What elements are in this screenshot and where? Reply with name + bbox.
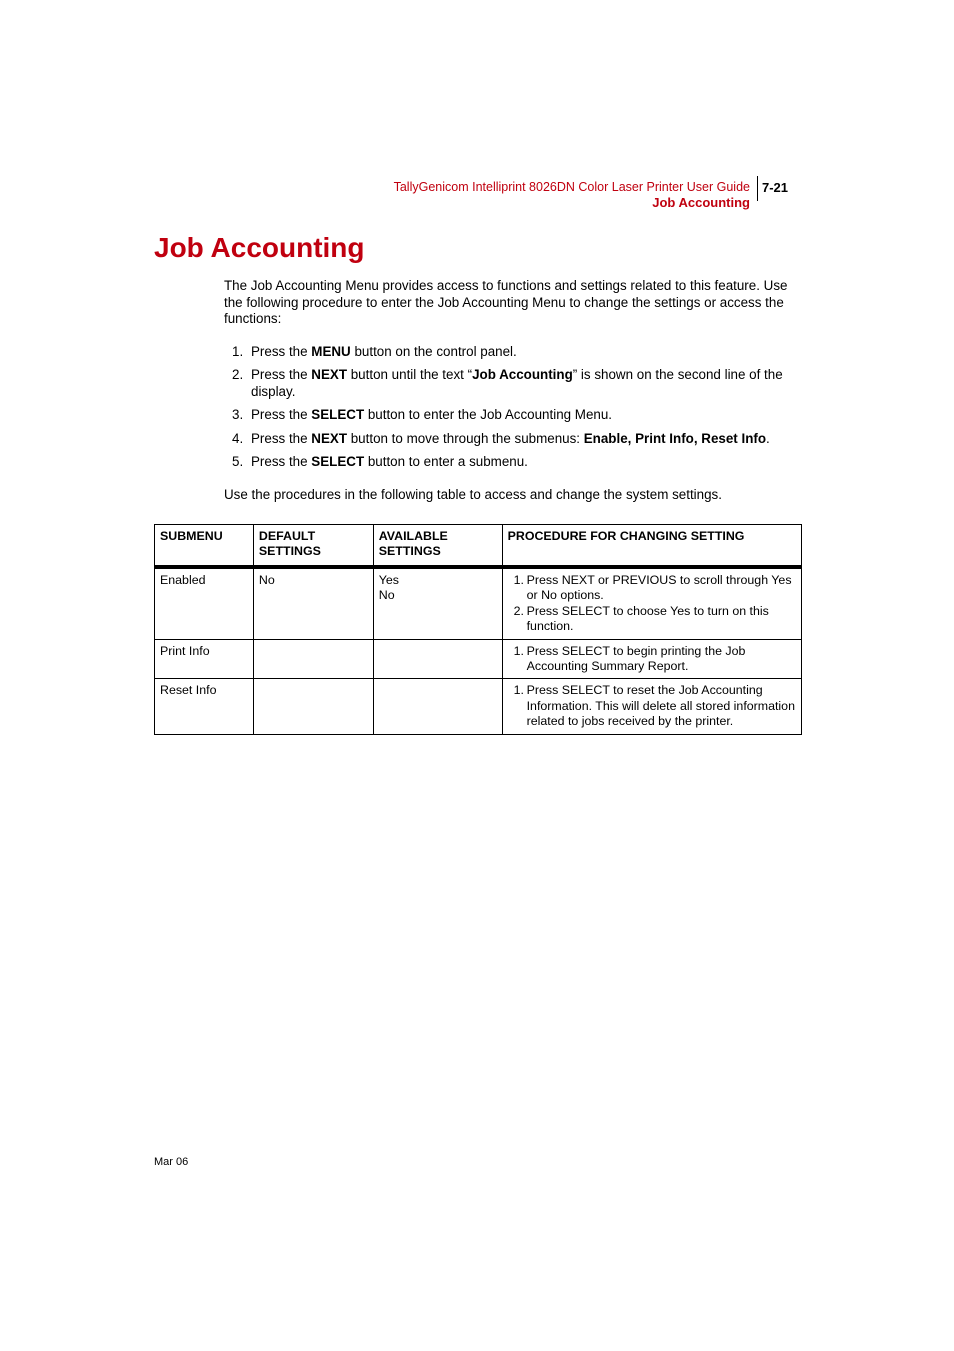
procedure-steps: [224, 344, 802, 478]
page-number: 7-21: [762, 180, 789, 195]
header-available-settings: AVAILABLE SETTINGS: [373, 525, 502, 568]
job-accounting-settings-table: [154, 524, 802, 735]
cell-available-settings: [373, 679, 502, 734]
procedure-list: [508, 683, 796, 729]
header-default-settings: DEFAULT SETTINGS: [253, 525, 373, 568]
intro-paragraph: The Job Accounting Menu provides access to functions and settings related to this feature. Use the following procedure to enter the Job Accounting Menu to change the settings or access the functions:: [224, 278, 788, 327]
table-header-row: [155, 525, 802, 568]
procedure-item: [508, 683, 796, 729]
available-option: No: [378, 588, 395, 603]
procedure-item: [508, 644, 796, 675]
step-text: Press the: [251, 367, 312, 383]
step-text: Press the: [251, 407, 312, 423]
step-text: Press the: [251, 344, 312, 359]
footer-date: Mar 06: [154, 1156, 189, 1168]
procedure-item: [508, 604, 796, 635]
procedure-item-number: 2.: [513, 603, 524, 618]
cell-submenu: Reset Info: [155, 679, 254, 734]
step-text: .: [766, 430, 770, 446]
header-divider: [757, 176, 758, 201]
step-text: ” is shown on the second line of the display.: [251, 367, 783, 399]
table-row: [155, 639, 802, 679]
procedure-item-text: Press NEXT or PREVIOUS to scroll through Yes or No options.: [526, 573, 792, 603]
procedure-step: [224, 454, 802, 471]
cell-procedure: [502, 567, 801, 639]
header-submenu: SUBMENU: [155, 525, 254, 568]
guide-title: TallyGenicom Intelliprint 8026DN Color Laser Printer User Guide: [393, 180, 750, 194]
step-text: button to enter the Job Accounting Menu.: [364, 407, 613, 423]
header-procedure: PROCEDURE FOR CHANGING SETTING: [502, 525, 801, 568]
step-keyword: Enable, Print Info, Reset Info: [583, 430, 767, 446]
step-text: Press the: [251, 454, 312, 470]
cell-default-setting: [253, 679, 373, 734]
step-text: button until the text “: [347, 367, 473, 383]
cell-procedure: [502, 679, 801, 734]
cell-procedure: [502, 639, 801, 679]
procedure-item-text: Press SELECT to choose Yes to turn on this function.: [526, 603, 769, 634]
available-option: Yes: [378, 573, 399, 587]
step-number: 5.: [232, 454, 244, 470]
procedure-list: [508, 644, 796, 675]
procedure-step: [224, 367, 802, 400]
step-keyword: MENU: [311, 344, 351, 359]
procedure-step: [224, 431, 802, 448]
cell-submenu: Print Info: [155, 639, 254, 679]
procedure-item-text: Press SELECT to begin printing the Job Accounting Summary Report.: [526, 643, 746, 674]
step-text: button to enter a submenu.: [364, 454, 528, 470]
step-text: button to move through the submenus:: [347, 430, 584, 446]
step-keyword: NEXT: [311, 430, 348, 446]
step-keyword: Job Accounting: [472, 367, 573, 383]
running-section-title: Job Accounting: [652, 195, 750, 210]
step-keyword: SELECT: [311, 454, 365, 470]
step-keyword: NEXT: [311, 367, 348, 383]
step-number: 3.: [232, 407, 244, 423]
procedure-list: [508, 573, 796, 635]
table-intro-note: Use the procedures in the following table to access and change the system settings.: [224, 487, 722, 502]
procedure-step: [224, 344, 802, 361]
procedure-item-number: 1.: [513, 683, 524, 698]
table-row: [155, 679, 802, 734]
procedure-step: [224, 407, 802, 424]
step-number: 4.: [232, 430, 244, 446]
step-text: button on the control panel.: [350, 344, 517, 359]
procedure-item: [508, 573, 796, 604]
cell-default-setting: No: [253, 567, 373, 639]
cell-submenu: Enabled: [155, 567, 254, 639]
cell-default-setting: [253, 639, 373, 679]
step-keyword: SELECT: [311, 407, 365, 423]
cell-available-settings: [373, 639, 502, 679]
step-number: 1.: [232, 344, 244, 359]
page-title: Job Accounting: [154, 232, 365, 263]
table-row: [155, 567, 802, 639]
cell-available-settings: [373, 567, 502, 639]
procedure-item-number: 1.: [513, 643, 524, 658]
step-text: Press the: [251, 430, 312, 446]
step-number: 2.: [232, 367, 244, 383]
procedure-item-number: 1.: [513, 573, 524, 587]
procedure-item-text: Press SELECT to reset the Job Accounting Information. This will delete all stored information related to jobs received by the printer.: [526, 683, 795, 729]
